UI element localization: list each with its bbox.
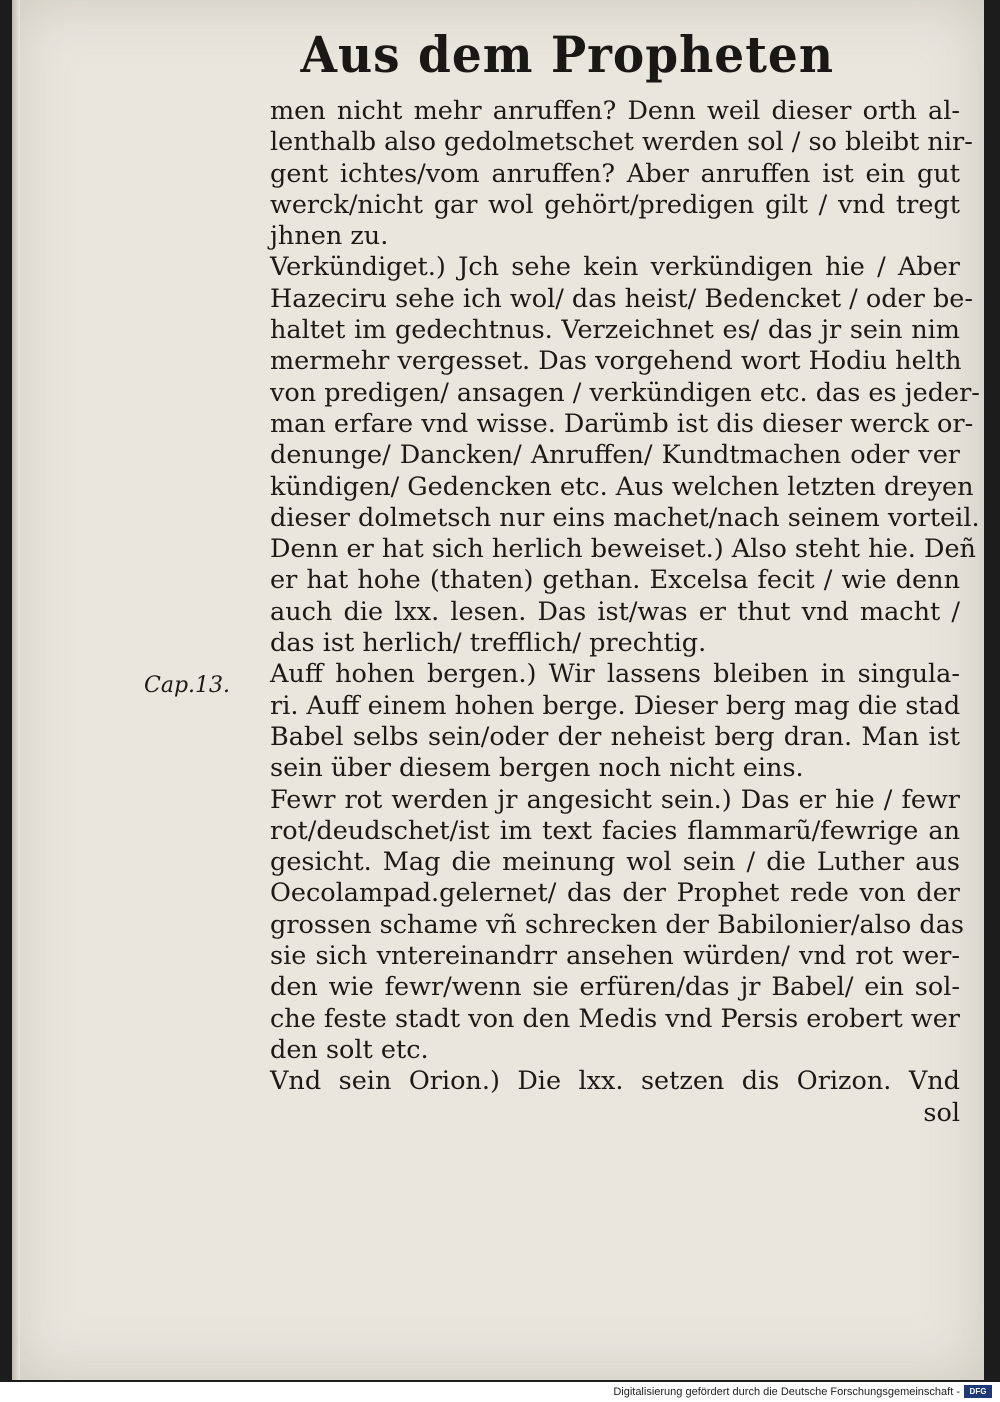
text-line: auch die lxx. lesen. Das ist/was er thut vnd macht / xyxy=(270,596,960,627)
body-text xyxy=(270,96,980,1129)
text-line: sein über diesem bergen noch nicht eins. xyxy=(270,753,804,784)
text-line: Hazeciru sehe ich wol/ das heist/ Bedencket / oder be- xyxy=(270,283,973,314)
book-page xyxy=(12,0,984,1380)
text-line: das ist herlich/ trefflich/ prechtig. xyxy=(270,628,707,659)
catchword: sol xyxy=(923,1097,960,1128)
text-line: Oecolampad.gelernet/ das der Prophet rede von der xyxy=(270,878,960,909)
text-line: che feste stadt von den Medis vnd Persis erobert wer xyxy=(270,1003,960,1034)
text-line: Vnd sein Orion.) Die lxx. setzen dis Orizon. Vnd xyxy=(270,1066,960,1097)
text-line: den wie fewr/wenn sie erfüren/das jr Babel/ ein sol- xyxy=(270,972,960,1003)
text-line: den solt etc. xyxy=(270,1034,429,1065)
text-line: von predigen/ ansagen / verkündigen etc. das es jeder- xyxy=(270,377,980,408)
text-line: mermehr vergesset. Das vorgehend wort Hodiu helth xyxy=(270,346,962,377)
text-line: gent ichtes/vom anruffen? Aber anruffen ist ein gut xyxy=(270,158,960,189)
text-line: er hat hohe (thaten) gethan. Excelsa fecit / wie denn xyxy=(270,565,960,596)
text-line: dieser dolmetsch nur eins machet/nach seinem vorteil. xyxy=(270,502,980,533)
text-line: kündigen/ Gedencken etc. Aus welchen letzten dreyen xyxy=(270,471,974,502)
text-line: jhnen zu. xyxy=(270,221,389,252)
text-line: sie sich vntereinandrr ansehen würden/ vnd rot wer- xyxy=(270,941,960,972)
dfg-logo: DFG xyxy=(964,1385,992,1398)
text-line: grossen schame vñ schrecken der Babilonier/also das xyxy=(270,909,964,940)
text-line: Denn er hat sich herlich beweiset.) Also steht hie. Deñ xyxy=(270,534,976,565)
text-line: haltet im gedechtnus. Verzeichnet es/ das jr sein nim xyxy=(270,315,960,346)
text-line: Fewr rot werden jr angesicht sein.) Das er hie / fewr xyxy=(270,784,960,815)
margin-note-chapter: Cap.13. xyxy=(144,673,231,698)
text-line: werck/nicht gar wol gehört/predigen gilt / vnd tregt xyxy=(270,189,960,220)
text-line: ri. Auff einem hohen berge. Dieser berg mag die stad xyxy=(270,690,961,721)
text-line: Babel selbs sein/oder der neheist berg dran. Man ist xyxy=(270,721,960,752)
running-title: Aus dem Propheten xyxy=(300,26,834,85)
text-line: rot/deudschet/ist im text facies flammarũ/fewrige an xyxy=(270,815,960,846)
text-line: lenthalb also gedolmetschet werden sol / so bleibt nir- xyxy=(270,127,973,158)
footer-bar xyxy=(0,1382,1000,1402)
text-line: gesicht. Mag die meinung wol sein / die Luther aus xyxy=(270,847,960,878)
text-line: man erfare vnd wisse. Darümb ist dis dieser werck or- xyxy=(270,408,974,439)
funding-credit: Digitalisierung gefördert durch die Deutsche Forschungsgemeinschaft - xyxy=(613,1386,960,1398)
text-line: Verkündiget.) Jch sehe kein verkündigen hie / Aber xyxy=(270,252,960,283)
text-line: denunge/ Dancken/ Anruffen/ Kundtmachen oder ver xyxy=(270,440,960,471)
text-line: men nicht mehr anruffen? Denn weil dieser orth al- xyxy=(270,96,960,126)
text-line: Auff hohen bergen.) Wir lassens bleiben in singula- xyxy=(270,659,960,690)
